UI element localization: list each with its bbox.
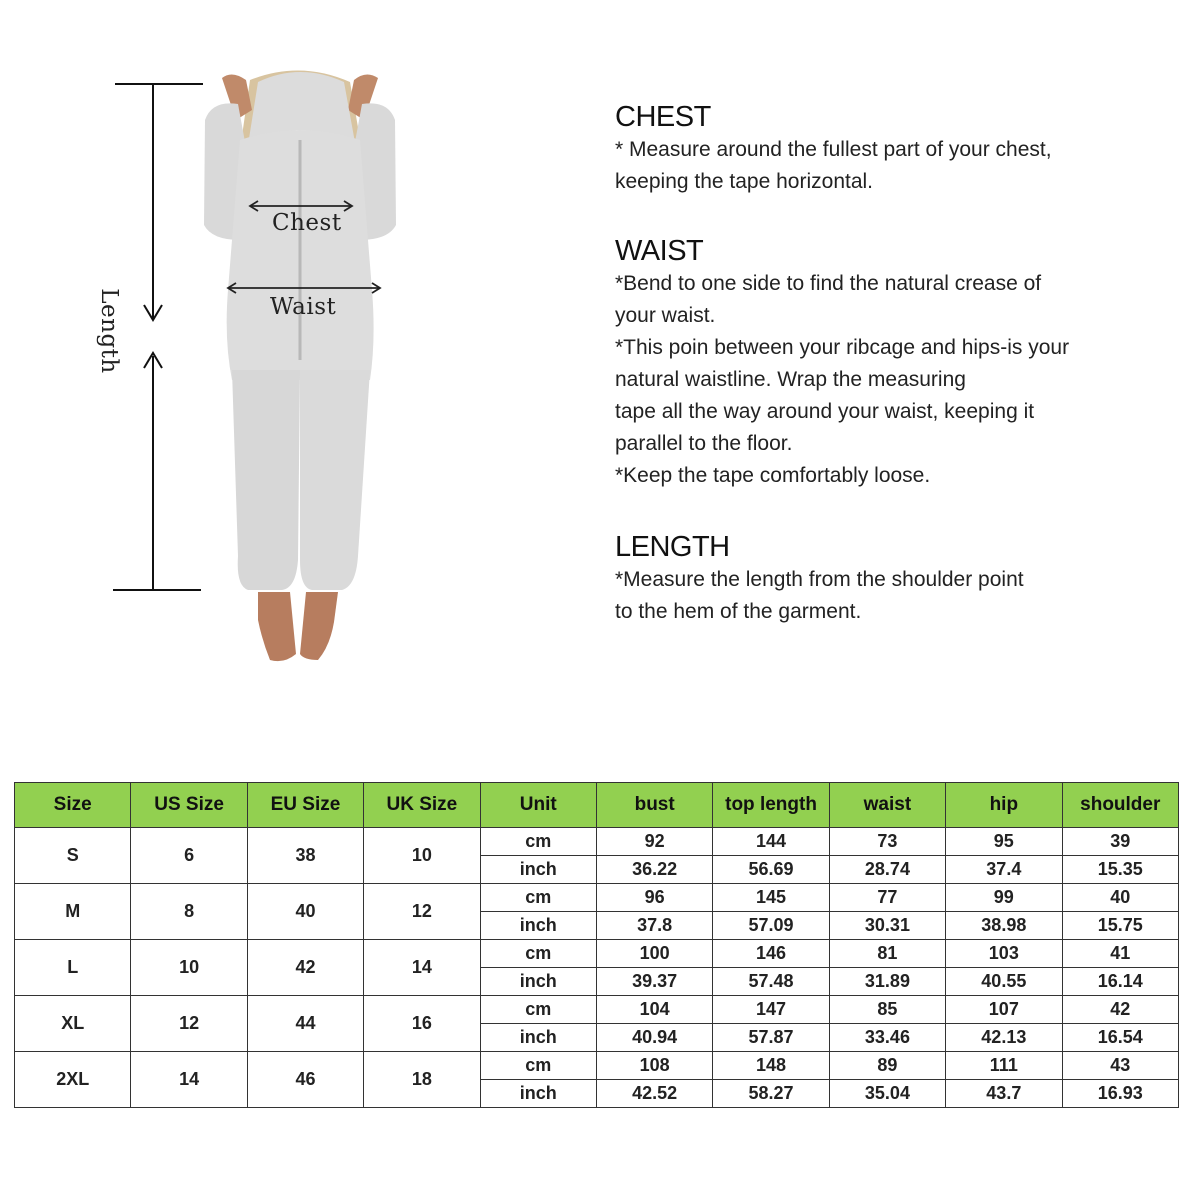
header-unit: Unit: [480, 783, 596, 828]
bust-cell: 92: [596, 828, 712, 856]
waist-section: [615, 234, 1069, 492]
header-eu-size: EU Size: [247, 783, 363, 828]
size-cell: M: [15, 884, 131, 940]
shoulder-cell: 43: [1062, 1052, 1178, 1080]
unit-cell: cm: [480, 940, 596, 968]
waist-cell: 81: [829, 940, 945, 968]
waist-line: *This poin between your ribcage and hips-is your: [615, 336, 1070, 359]
unit-cell: cm: [480, 828, 596, 856]
unit-cell: inch: [480, 968, 596, 996]
top-length-cell: 57.48: [713, 968, 829, 996]
bust-cell: 104: [596, 996, 712, 1024]
waist-cell: 30.31: [829, 912, 945, 940]
top-length-cell: 147: [713, 996, 829, 1024]
length-section: [615, 530, 1024, 628]
shoulder-cell: 16.93: [1062, 1080, 1178, 1108]
table-header-row: [15, 783, 1179, 828]
waist-cell: 89: [829, 1052, 945, 1080]
us-size-cell: 6: [131, 828, 247, 884]
eu-size-cell: 38: [247, 828, 363, 884]
waist-cell: 28.74: [829, 856, 945, 884]
top-length-cell: 145: [713, 884, 829, 912]
hip-cell: 37.4: [946, 856, 1062, 884]
waist-line: natural waistline. Wrap the measuring: [615, 368, 966, 391]
top-length-cell: 56.69: [713, 856, 829, 884]
table-row: [15, 940, 1179, 968]
header-hip: hip: [946, 783, 1062, 828]
size-cell: S: [15, 828, 131, 884]
shoulder-cell: 41: [1062, 940, 1178, 968]
eu-size-cell: 46: [247, 1052, 363, 1108]
header-us-size: US Size: [131, 783, 247, 828]
hip-cell: 43.7: [946, 1080, 1062, 1108]
hip-cell: 38.98: [946, 912, 1062, 940]
uk-size-cell: 10: [364, 828, 480, 884]
unit-cell: inch: [480, 1080, 596, 1108]
waist-label: Waist: [270, 294, 337, 320]
top-length-cell: 144: [713, 828, 829, 856]
shoulder-cell: 16.54: [1062, 1024, 1178, 1052]
hip-cell: 103: [946, 940, 1062, 968]
bust-cell: 36.22: [596, 856, 712, 884]
hip-cell: 40.55: [946, 968, 1062, 996]
waist-cell: 85: [829, 996, 945, 1024]
length-title: LENGTH: [615, 531, 730, 563]
waist-cell: 73: [829, 828, 945, 856]
hip-cell: 99: [946, 884, 1062, 912]
hip-cell: 107: [946, 996, 1062, 1024]
top-length-cell: 146: [713, 940, 829, 968]
length-line: to the hem of the garment.: [615, 600, 862, 623]
unit-cell: cm: [480, 1052, 596, 1080]
header-size: Size: [15, 783, 131, 828]
us-size-cell: 14: [131, 1052, 247, 1108]
eu-size-cell: 40: [247, 884, 363, 940]
us-size-cell: 10: [131, 940, 247, 996]
uk-size-cell: 14: [364, 940, 480, 996]
unit-cell: cm: [480, 996, 596, 1024]
hip-cell: 111: [946, 1052, 1062, 1080]
bust-cell: 40.94: [596, 1024, 712, 1052]
size-cell: 2XL: [15, 1052, 131, 1108]
us-size-cell: 12: [131, 996, 247, 1052]
waist-line: *Bend to one side to find the natural crease of: [615, 272, 1042, 295]
garment-figure: [0, 0, 600, 700]
size-chart-table: [14, 782, 1179, 1108]
chest-section: [615, 100, 1052, 198]
table-body: [15, 828, 1179, 1108]
waist-line: tape all the way around your waist, keeping it: [615, 400, 1035, 423]
header-uk-size: UK Size: [364, 783, 480, 828]
header-bust: bust: [596, 783, 712, 828]
header-waist: waist: [829, 783, 945, 828]
unit-cell: cm: [480, 884, 596, 912]
shoulder-cell: 40: [1062, 884, 1178, 912]
hip-cell: 42.13: [946, 1024, 1062, 1052]
chest-line: * Measure around the fullest part of your chest,: [615, 138, 1052, 161]
size-cell: XL: [15, 996, 131, 1052]
uk-size-cell: 12: [364, 884, 480, 940]
waist-cell: 35.04: [829, 1080, 945, 1108]
bust-cell: 100: [596, 940, 712, 968]
table-row: [15, 996, 1179, 1024]
table-row: [15, 1052, 1179, 1080]
unit-cell: inch: [480, 1024, 596, 1052]
length-line: *Measure the length from the shoulder point: [615, 568, 1024, 591]
chest-label: Chest: [272, 210, 342, 236]
header-shoulder: shoulder: [1062, 783, 1178, 828]
top-length-cell: 57.09: [713, 912, 829, 940]
size-cell: L: [15, 940, 131, 996]
waist-cell: 77: [829, 884, 945, 912]
shoulder-cell: 16.14: [1062, 968, 1178, 996]
waist-line: your waist.: [615, 304, 716, 327]
uk-size-cell: 16: [364, 996, 480, 1052]
chest-title: CHEST: [615, 101, 711, 133]
header-top-length: top length: [713, 783, 829, 828]
shoulder-cell: 15.75: [1062, 912, 1178, 940]
model-illustration: [204, 70, 396, 661]
bust-cell: 37.8: [596, 912, 712, 940]
unit-cell: inch: [480, 912, 596, 940]
bust-cell: 108: [596, 1052, 712, 1080]
bust-cell: 42.52: [596, 1080, 712, 1108]
top-length-cell: 57.87: [713, 1024, 829, 1052]
waist-line: *Keep the tape comfortably loose.: [615, 464, 931, 487]
shoulder-cell: 42: [1062, 996, 1178, 1024]
measurement-diagram: [0, 0, 600, 700]
hip-cell: 95: [946, 828, 1062, 856]
chest-line: keeping the tape horizontal.: [615, 170, 874, 193]
waist-cell: 33.46: [829, 1024, 945, 1052]
eu-size-cell: 42: [247, 940, 363, 996]
bust-cell: 96: [596, 884, 712, 912]
uk-size-cell: 18: [364, 1052, 480, 1108]
waist-cell: 31.89: [829, 968, 945, 996]
bust-cell: 39.37: [596, 968, 712, 996]
table-row: [15, 828, 1179, 856]
length-label: Length: [96, 288, 122, 374]
shoulder-cell: 39: [1062, 828, 1178, 856]
table-row: [15, 884, 1179, 912]
shoulder-cell: 15.35: [1062, 856, 1178, 884]
length-arrow: [113, 84, 203, 590]
top-length-cell: 148: [713, 1052, 829, 1080]
eu-size-cell: 44: [247, 996, 363, 1052]
unit-cell: inch: [480, 856, 596, 884]
us-size-cell: 8: [131, 884, 247, 940]
top-length-cell: 58.27: [713, 1080, 829, 1108]
waist-title: WAIST: [615, 235, 704, 267]
waist-line: parallel to the floor.: [615, 432, 793, 455]
